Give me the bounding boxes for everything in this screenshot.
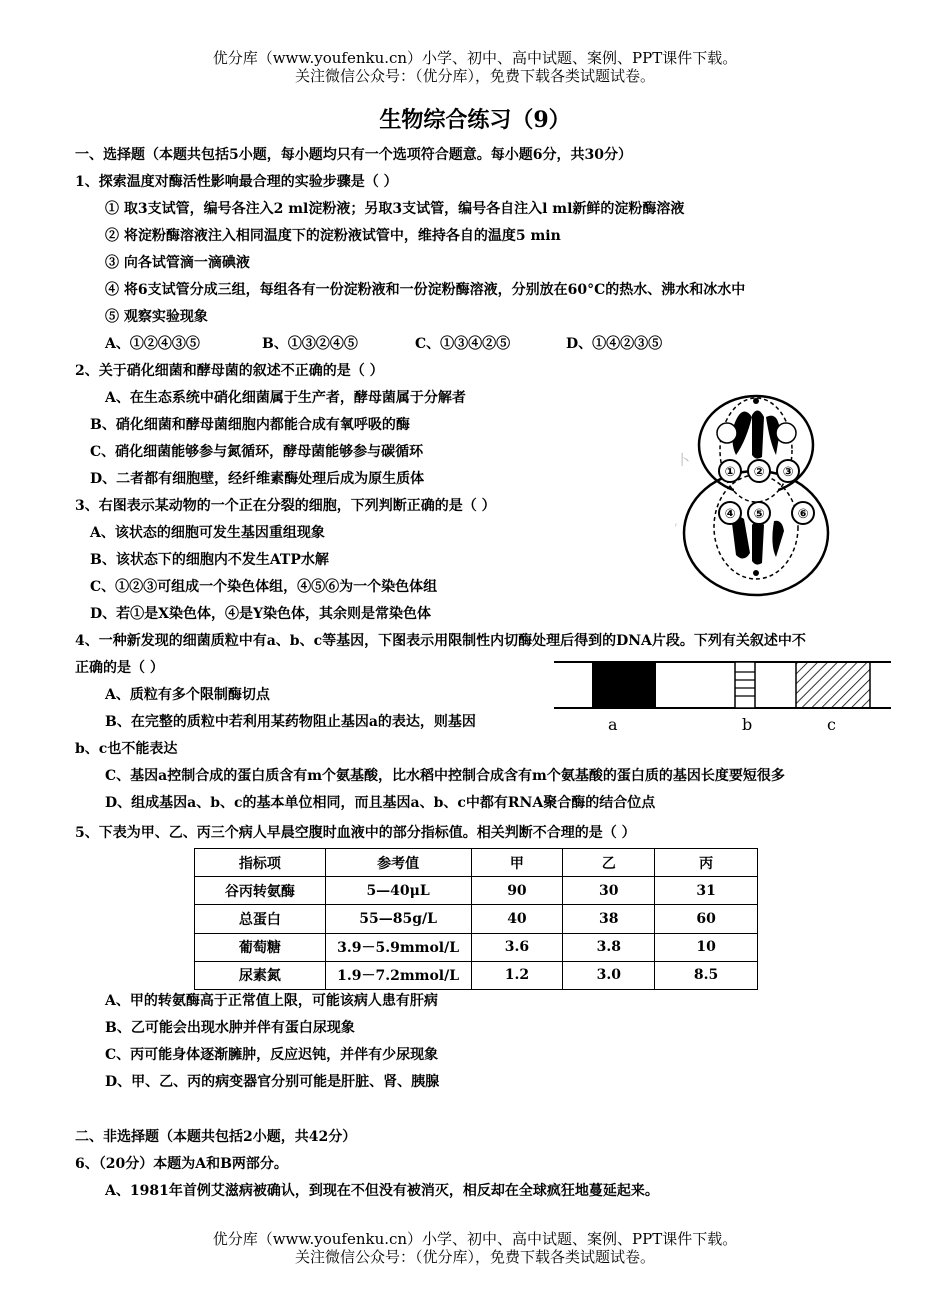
q3-option-c: C、①②③可组成一个染色体组，④⑤⑥为一个染色体组 (90, 579, 438, 595)
q3-option-b: B、该状态下的细胞内不发生ATP水解 (90, 552, 329, 568)
table-row (195, 877, 758, 905)
table-cell: 55—85g/L (325, 905, 471, 933)
table-cell: 40 (471, 905, 563, 933)
label-6: ⑥ (797, 507, 809, 522)
q4-option-d: D、组成基因a、b、c的基本单位相同，而且基因a、b、c中都有RNA聚合酶的结合位点 (105, 795, 656, 811)
gene-c-block (796, 662, 870, 708)
gene-b-block (735, 662, 755, 708)
table-header-cell: 甲 (471, 849, 563, 877)
q4-option-c: C、基因a控制合成的蛋白质含有m个氨基酸，比水稻中控制合成含有m个氨基酸的蛋白质的基因长度要短很多 (105, 768, 785, 784)
table-header-cell: 指标项 (195, 849, 326, 877)
dna-fragment-figure (554, 658, 894, 736)
chromosome-upper-middle (752, 410, 764, 458)
label-3: ③ (782, 465, 794, 480)
svg-text:,: , (674, 514, 678, 528)
q4-option-b-line-1: B、在完整的质粒中若利用某药物阻止基因a的表达，则基因 (105, 714, 476, 730)
table-cell: 31 (655, 877, 758, 905)
q3-stem: 3、右图表示某动物的一个正在分裂的细胞，下列判断正确的是（ ） (75, 498, 496, 514)
table-header-cell: 参考值 (325, 849, 471, 877)
blood-index-table (194, 848, 758, 990)
gene-a-block (592, 662, 656, 708)
table-row (195, 905, 758, 933)
q1-step-1: ① 取3支试管，编号各注入2 ml淀粉液；另取3支试管，编号各自注入l ml新鲜的淀粉酶溶液 (105, 201, 685, 217)
q1-step-3: ③ 向各试管滴一滴碘液 (105, 255, 250, 271)
q5-stem: 5、下表为甲、乙、丙三个病人早晨空腹时血液中的部分指标值。相关判断不合理的是（ ） (75, 825, 636, 841)
table-cell: 3.0 (563, 961, 655, 989)
chromosome-lower-middle (752, 521, 764, 565)
table-header-row (195, 849, 758, 877)
q5-option-d: D、甲、乙、丙的病变器官分别可能是肝脏、肾、胰腺 (105, 1074, 440, 1090)
q1-step-5: ⑤ 观察实验现象 (105, 309, 208, 325)
table-cell: 5—40μL (325, 877, 471, 905)
table-cell: 90 (471, 877, 563, 905)
section-2-heading: 二、非选择题（本题共包括2小题，共42分） (75, 1129, 357, 1145)
label-1: ① (724, 465, 736, 480)
vesicle-upper-right (776, 423, 796, 443)
q2-option-c: C、硝化细菌能够参与氮循环，酵母菌能够参与碳循环 (90, 444, 424, 460)
q6-stem: 6、（20分）本题为A和B两部分。 (75, 1156, 288, 1172)
svg-text:卜: 卜 (676, 453, 690, 469)
upper-pole (753, 398, 759, 404)
table-cell: 60 (655, 905, 758, 933)
q4-stem-line-2: 正确的是（ ） (75, 660, 164, 676)
table-cell: 8.5 (655, 961, 758, 989)
table-cell: 10 (655, 933, 758, 961)
table-row (195, 961, 758, 989)
q5-option-c: C、丙可能身体逐渐臃肿，反应迟钝，并伴有少尿现象 (105, 1047, 439, 1063)
table-cell: 1.2 (471, 961, 563, 989)
gene-b-label: b (742, 715, 753, 734)
table-cell: 3.9－5.9mmol/L (325, 933, 471, 961)
q1-option-a: A、①②④③⑤ (105, 336, 200, 352)
q4-option-a: A、质粒有多个限制酶切点 (105, 687, 270, 703)
q3-option-d: D、若①是X染色体，④是Y染色体，其余则是常染色体 (90, 606, 431, 622)
header-line-2: 关注微信公众号：（优分库），免费下载各类试题试卷。 (294, 67, 655, 85)
q1-option-c: C、①③④②⑤ (415, 336, 511, 352)
lower-pole (753, 570, 759, 576)
table-cell: 谷丙转氨酶 (195, 877, 326, 905)
footer-line-2: 关注微信公众号：（优分库），免费下载各类试题试卷。 (294, 1248, 655, 1266)
q6-part-a: A、1981年首例艾滋病被确认，到现在不但没有被消灭，相反却在全球疯狂地蔓延起来。 (105, 1183, 659, 1199)
label-5: ⑤ (753, 507, 765, 522)
table-cell: 1.9－7.2mmol/L (325, 961, 471, 989)
table-cell: 3.6 (471, 933, 563, 961)
label-2: ② (753, 465, 765, 480)
gene-a-label: a (608, 715, 618, 734)
page-title: 生物综合练习（9） (379, 107, 571, 133)
q5-option-a: A、甲的转氨酶高于正常值上限，可能该病人患有肝病 (105, 993, 438, 1009)
table-cell: 30 (563, 877, 655, 905)
q1-step-4: ④ 将6支试管分成三组，每组各有一份淀粉液和一份淀粉酶溶液，分别放在60°C的热水、沸水和冰水中 (105, 282, 746, 298)
q1-option-b: B、①③②④⑤ (262, 336, 358, 352)
table-cell: 3.8 (563, 933, 655, 961)
table-cell: 尿素氮 (195, 961, 326, 989)
gene-c-label: c (827, 715, 836, 734)
section-1-heading: 一、选择题（本题共包括5小题，每小题均只有一个选项符合题意。每小题6分，共30分） (75, 147, 632, 163)
table-header-cell: 乙 (563, 849, 655, 877)
q3-option-a: A、该状态的细胞可发生基因重组现象 (90, 525, 325, 541)
label-4: ④ (724, 507, 736, 522)
q5-option-b: B、乙可能会出现水肿并伴有蛋白尿现象 (105, 1020, 355, 1036)
q2-option-d: D、二者都有细胞壁，经纤维素酶处理后成为原生质体 (90, 471, 425, 487)
q1-step-2: ② 将淀粉酶溶液注入相同温度下的淀粉液试管中，维持各自的温度5 min (105, 228, 561, 244)
q4-option-b-line-2: b、c也不能表达 (75, 741, 178, 757)
table-cell: 38 (563, 905, 655, 933)
q2-stem: 2、关于硝化细菌和酵母菌的叙述不正确的是（ ） (75, 363, 384, 379)
q1-stem: 1、探索温度对酶活性影响最合理的实验步骤是（ ） (75, 174, 398, 190)
dividing-cell-figure (672, 385, 832, 600)
q1-option-d: D、①④②③⑤ (566, 336, 663, 352)
table-row (195, 933, 758, 961)
table-header-cell: 丙 (655, 849, 758, 877)
chromosome-lower-right (772, 521, 784, 557)
header-line-1: 优分库（www.youfenku.cn）小学、初中、高中试题、案例、PPT课件下载。 (212, 49, 738, 67)
q2-option-a: A、在生态系统中硝化细菌属于生产者，酵母菌属于分解者 (105, 390, 466, 406)
q4-stem-line-1: 4、一种新发现的细菌质粒中有a、b、c等基因，下图表示用限制性内切酶处理后得到的DNA片段。下列有关叙述中不 (75, 633, 806, 649)
q2-option-b: B、硝化细菌和酵母菌细胞内都能合成有氧呼吸的酶 (90, 417, 410, 433)
footer-line-1: 优分库（www.youfenku.cn）小学、初中、高中试题、案例、PPT课件下载。 (212, 1230, 738, 1248)
table-cell: 葡萄糖 (195, 933, 326, 961)
table-cell: 总蛋白 (195, 905, 326, 933)
vesicle-upper-left (717, 423, 737, 443)
